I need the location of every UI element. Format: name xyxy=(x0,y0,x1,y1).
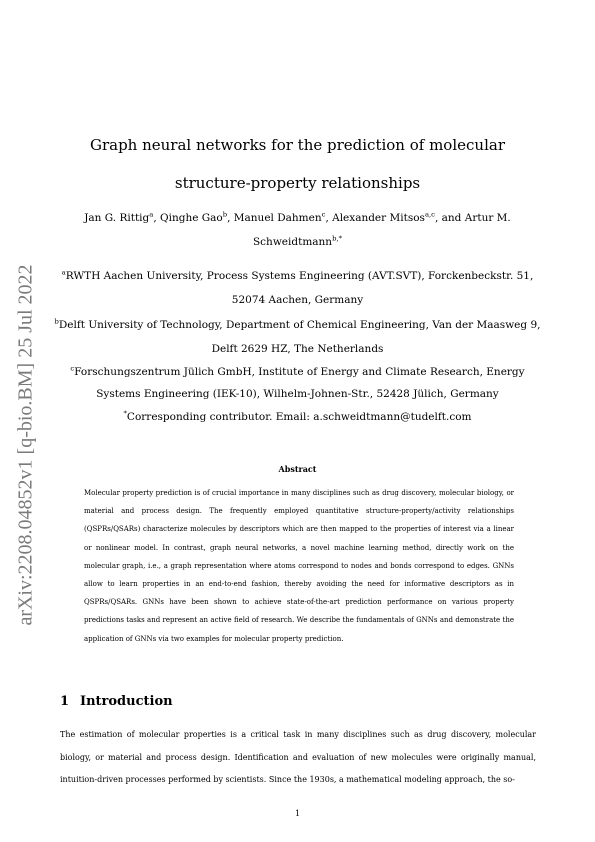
author-name: , and Artur M. xyxy=(434,212,511,224)
affiliation-marker: b,* xyxy=(332,234,342,243)
affiliation-a-line-2: 52074 Aachen, Germany xyxy=(231,294,364,306)
abstract-heading: Abstract xyxy=(278,464,317,474)
page-number: 1 xyxy=(294,809,301,818)
arxiv-identifier xyxy=(6,250,46,640)
affiliation-marker: c xyxy=(70,364,75,373)
author-name: , Manuel Dahmen xyxy=(227,212,322,224)
affiliation-b-line-2: Delft 2629 HZ, The Netherlands xyxy=(211,343,384,355)
affiliation-marker: a xyxy=(149,210,154,219)
author-name: , Qinghe Gao xyxy=(153,212,223,224)
affiliation-marker: b xyxy=(222,210,228,219)
affiliation-c-line-1 xyxy=(0,366,595,378)
abstract-body: Molecular property prediction is of crucial importance in many disciplines such as drug discovery, molecular biology, or material and process design. The frequently employed quantitative structure-property/activity relationships (QSPRs/QSARs) characterize molecules by descriptors which are then mapped to the properties of interest via a linear or nonlinear model. In contrast, graph neural networks, a novel machine learning method, directly work on the molecular graph, i.e., a graph representation where atoms correspond to nodes and bonds correspond to edges. GNNs allow to learn properties in an end-to-end fashion, thereby avoiding the need for informative descriptors as in QSPRs/QSARs. GNNs have been shown to achieve state-of-the-art prediction performance on various property predictions tasks and represent an active field of research. We describe the fundamentals of GNNs and demonstrate the application of GNNs via two examples for molecular property prediction. xyxy=(84,489,514,643)
section-heading xyxy=(60,694,173,709)
paper-title-line-2: structure-property relationships xyxy=(174,174,421,192)
author-name: Jan G. Rittig xyxy=(84,212,150,224)
arxiv-id-text: arXiv:2208.04852v1 [q-bio.BM] 25 Jul 2022 xyxy=(14,264,37,626)
author-list-line-2 xyxy=(0,236,595,248)
affiliation-marker: a,c xyxy=(424,210,435,219)
affiliation-marker: a xyxy=(61,268,66,277)
author-name: , Alexander Mitsos xyxy=(325,212,425,224)
author-list-line-1 xyxy=(0,212,595,224)
affiliation-text: Forschungszentrum Jülich GmbH, Institute of Energy and Climate Research, Energy xyxy=(74,366,525,378)
affiliation-marker: b xyxy=(54,317,59,326)
section-title: Introduction xyxy=(80,694,173,709)
affiliation-marker: c xyxy=(321,210,326,219)
affiliation-text: RWTH Aachen University, Process Systems Engineering (AVT.SVT), Forckenbeckstr. 51, xyxy=(65,270,534,282)
affiliation-c-line-2: Systems Engineering (IEK-10), Wilhelm-Johnen-Str., 52428 Jülich, Germany xyxy=(96,388,499,400)
section-number: 1 xyxy=(60,694,70,709)
corresponding-text: Corresponding contributor. Email: a.schweidtmann@tudelft.com xyxy=(126,411,472,423)
affiliation-b-line-1 xyxy=(0,319,595,331)
author-name: Schweidtmann xyxy=(252,236,333,248)
introduction-body: The estimation of molecular properties is a critical task in many disciplines such as drug discovery, molecular biology, or material and process design. Identification and evaluation of new molecules were originally manual, intuition-driven processes performed by scientists. Since the 1930s, a mathematical modeling approach, the so- xyxy=(60,730,536,784)
affiliation-text: Delft University of Technology, Department of Chemical Engineering, Van der Maasweg 9, xyxy=(58,319,541,331)
affiliation-marker: * xyxy=(123,409,127,418)
corresponding-author xyxy=(0,411,595,423)
affiliation-a-line-1 xyxy=(0,270,595,282)
paper-title-line-1: Graph neural networks for the prediction of molecular xyxy=(89,136,505,154)
